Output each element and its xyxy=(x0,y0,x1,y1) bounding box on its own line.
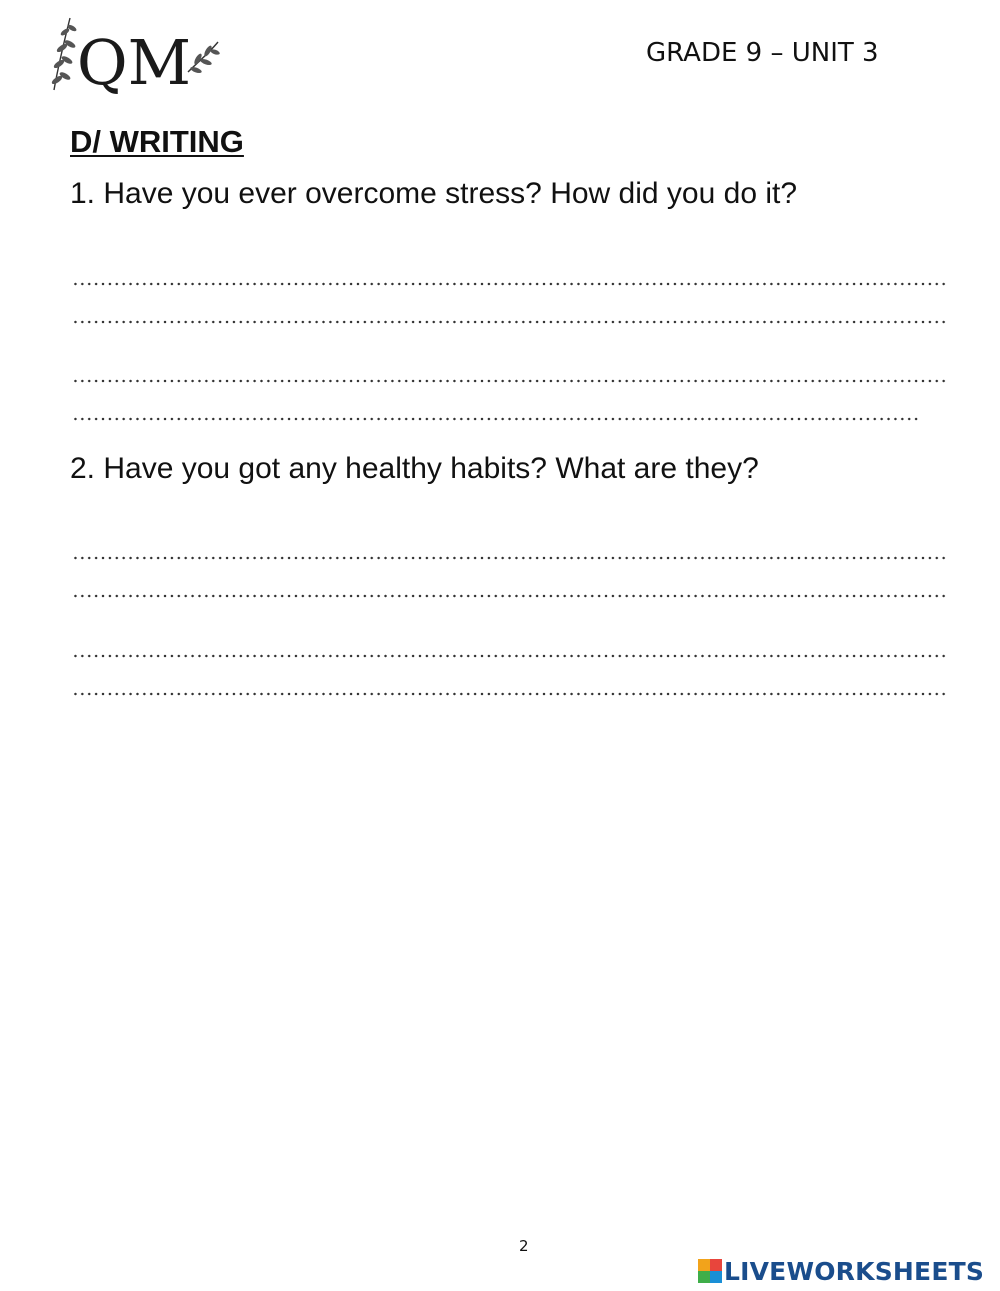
answer-line-q2-3[interactable] xyxy=(72,654,948,658)
page-number: 2 xyxy=(519,1237,529,1255)
logo-text: QM xyxy=(76,26,192,99)
qm-logo xyxy=(48,12,220,102)
liveworksheets-icon xyxy=(698,1259,722,1283)
brand-text: LIVEWORKSHEETS xyxy=(724,1256,985,1286)
question-1: 1. Have you ever overcome stress? How did you do it? xyxy=(70,177,798,210)
answer-line-q2-2[interactable] xyxy=(72,594,948,598)
brand-icon-square xyxy=(710,1259,722,1271)
liveworksheets-brand[interactable] xyxy=(698,1254,984,1288)
answer-line-q1-2[interactable] xyxy=(72,320,948,324)
answer-line-q2-1[interactable] xyxy=(72,556,948,560)
brand-icon-square xyxy=(710,1271,722,1283)
section-title: D/ WRITING xyxy=(70,124,244,159)
grade-unit-label: GRADE 9 – UNIT 3 xyxy=(646,38,879,68)
answer-line-q2-4[interactable] xyxy=(72,692,948,696)
answer-line-q1-3[interactable] xyxy=(72,379,948,383)
question-2: 2. Have you got any healthy habits? What are they? xyxy=(70,452,759,485)
brand-icon-square xyxy=(698,1259,710,1271)
answer-line-q1-4[interactable] xyxy=(72,417,918,421)
answer-line-q1-1[interactable] xyxy=(72,282,948,286)
brand-icon-square xyxy=(698,1271,710,1283)
